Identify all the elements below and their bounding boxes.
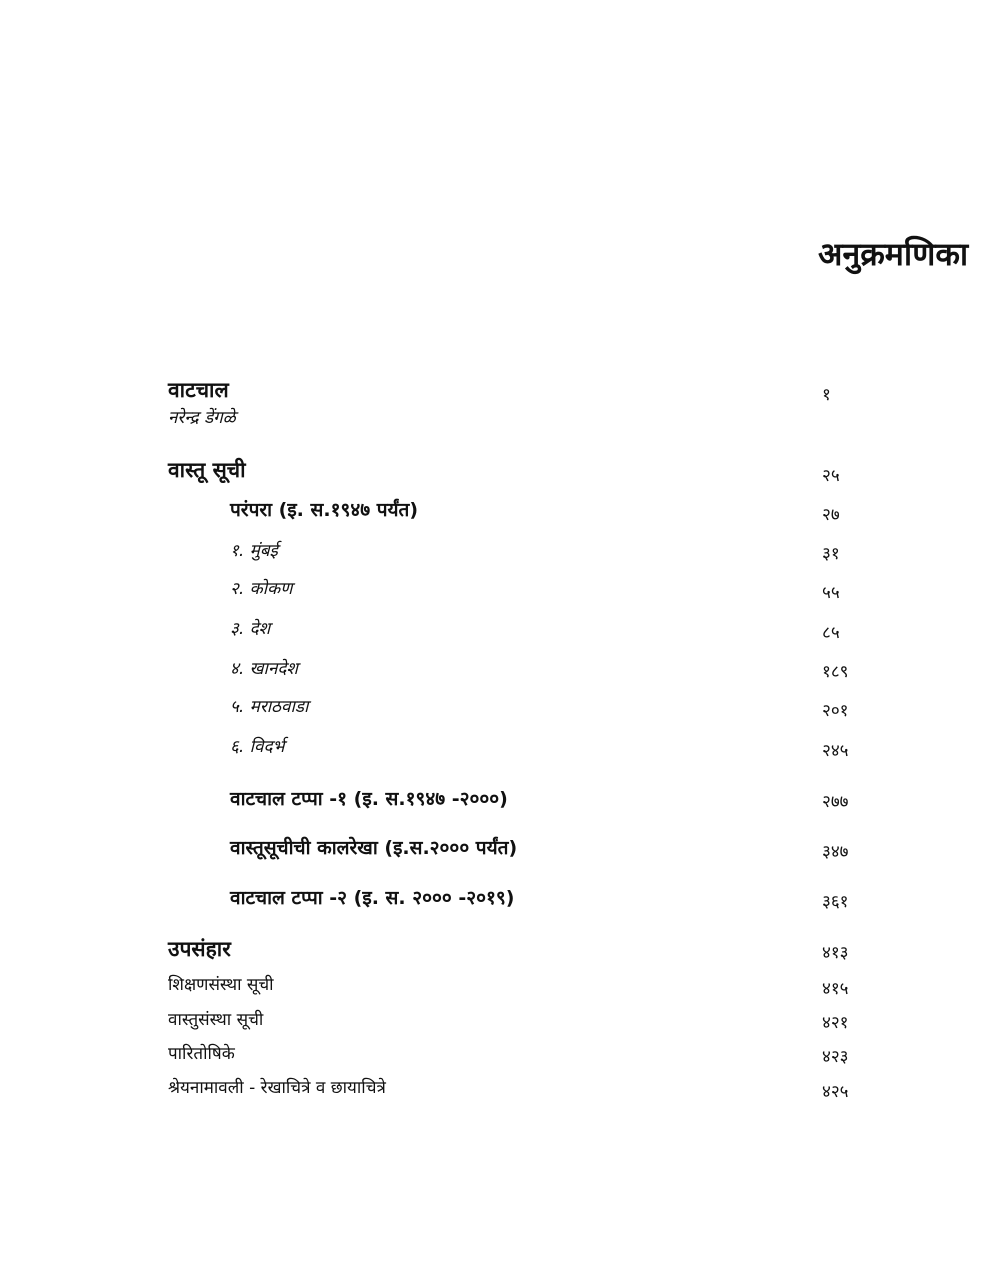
toc-entry-label: वाटचाल टप्पा -१ (इ. स.१९४७ -२०००) [230,788,508,810]
toc-entry-page: २५ [822,466,840,486]
toc-entry-label: परंपरा (इ. स.१९४७ पर्यंत) [230,499,419,521]
toc-entry-author: नरेन्द्र डेंगळे [168,408,236,428]
toc-entry-label: वास्तू सूची [168,458,246,482]
toc-entry-label: १. मुंबई [230,541,278,561]
toc-entry-page: २४५ [822,741,849,761]
toc-entry-page: ८५ [822,623,840,643]
toc-entry-page: १ [822,385,831,405]
toc-entry-label: उपसंहार [168,937,231,961]
toc-entry-page: २७ [822,505,840,525]
toc-entry-page: २७७ [822,792,849,812]
toc-entry-label: ४. खानदेश [230,659,298,679]
toc-entry-label: पारितोषिके [168,1044,235,1064]
toc-entry-label: वास्तुसंस्था सूची [168,1010,264,1030]
toc-entry-label: वास्तूसूचीची कालरेखा (इ.स.२००० पर्यंत) [230,837,518,859]
toc-entry-page: ४१३ [822,943,849,963]
toc-entry-label: २. कोकण [230,579,293,599]
toc-entry-page: ३६१ [822,892,849,912]
toc-entry-page: ४२१ [822,1013,849,1033]
toc-entry-label: ५. मराठवाडा [230,697,309,717]
toc-entry-page: ४२५ [822,1082,849,1102]
toc-entry-label: शिक्षणसंस्था सूची [168,975,274,995]
toc-entry-page: ३४७ [822,842,849,862]
toc-entry-page: ४२३ [822,1047,849,1067]
toc-entry-label: वाटचाल [168,378,229,402]
toc-entry-label: वाटचाल टप्पा -२ (इ. स. २००० -२०१९) [230,887,515,909]
toc-entry-label: ६. विदर्भ [230,737,285,757]
toc-entry-label: श्रेयनामावली - रेखाचित्रे व छायाचित्रे [168,1078,386,1098]
toc-entry-label: ३. देश [230,619,271,639]
toc-entry-page: २०१ [822,701,849,721]
toc-entry-page: ३१ [822,544,840,564]
page-title: अनुक्रमणिका [818,235,969,273]
toc-entry-page: ४१५ [822,979,849,999]
toc-entry-page: १८९ [822,662,849,682]
toc-entry-page: ५५ [822,583,840,603]
